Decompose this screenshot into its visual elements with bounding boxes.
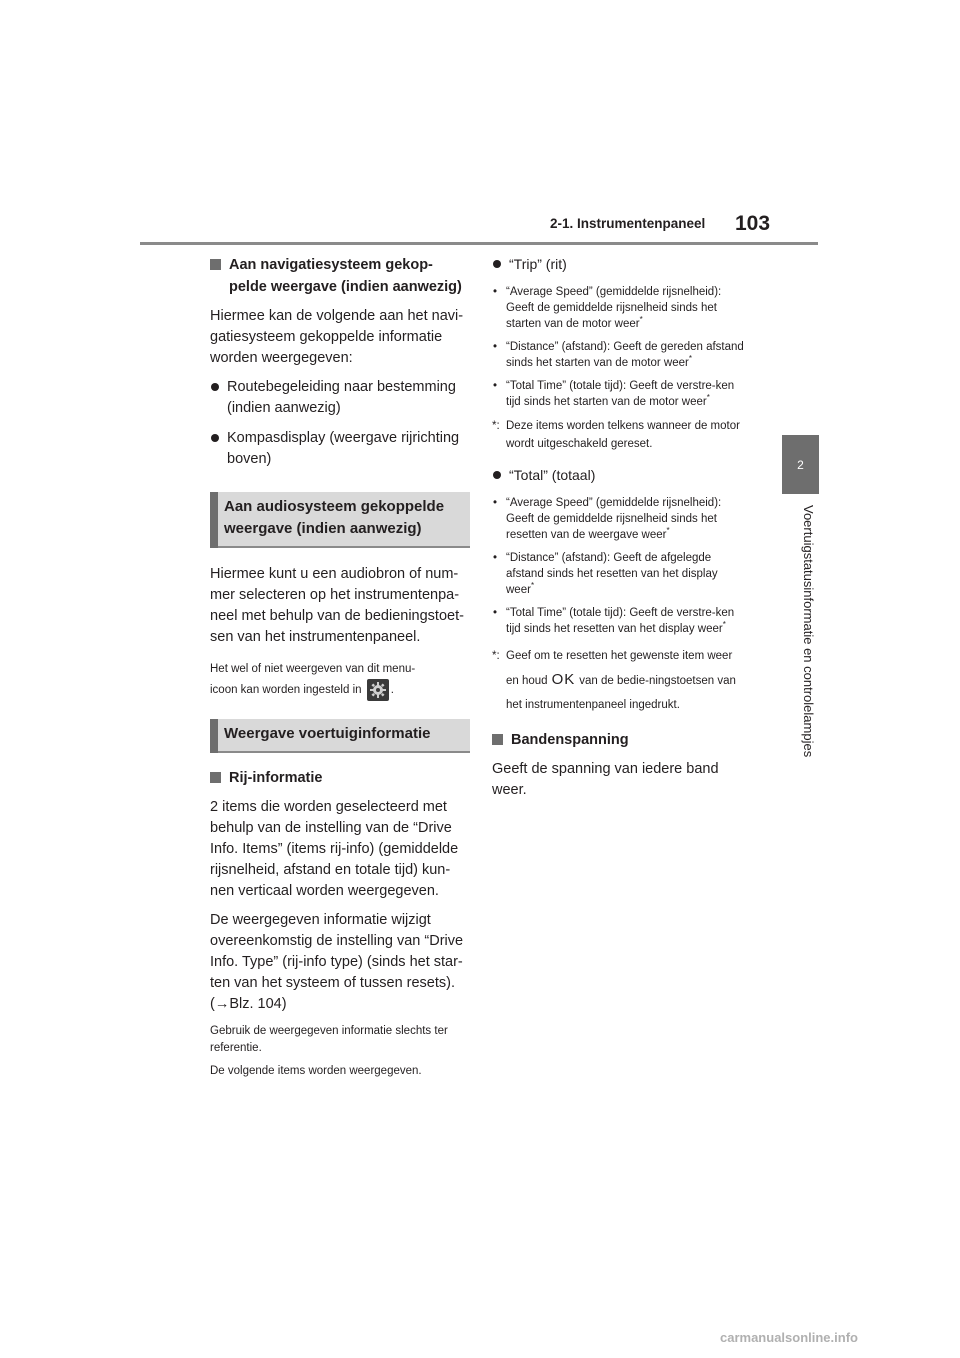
tire-pressure-body: Geeft de spanning van iedere band weer.	[492, 761, 719, 798]
gear-icon	[367, 679, 389, 701]
bullet-dot-icon	[493, 260, 501, 268]
chapter-tab	[782, 435, 819, 494]
left-column	[210, 254, 470, 1086]
list-item: • “Distance” (afstand): Geeft de gereden afstand sinds het starten van de motor weer*	[493, 341, 744, 369]
nav-heading: Aan navigatiesysteem gekop- pelde weergave (indien aanwezig)	[210, 254, 470, 298]
list-item: • “Total Time” (totale tijd): Geeft de verstre-ken tijd sinds het starten van de motor weer*	[493, 380, 735, 408]
bullet-dot-icon	[493, 471, 501, 479]
drive-note-2: De volgende items worden weergegeven.	[210, 1065, 422, 1077]
header-rule	[140, 242, 818, 245]
trip-footnote: *: Deze items worden telkens wanneer de motor wordt uitgeschakeld gereset.	[492, 420, 740, 450]
audio-section-heading: Aan audiosysteem gekoppelde weergave (indien aanwezig)	[210, 492, 470, 548]
page-number: 103	[735, 212, 771, 235]
list-item: • “Total Time” (totale tijd): Geeft de verstre-ken tijd sinds het resetten van het display weer*	[493, 607, 735, 635]
nav-body: Hiermee kan de volgende aan het navi-gatiesysteem gekoppelde informatie worden weergegeven:	[210, 308, 464, 366]
bullet-dot-icon	[211, 434, 219, 442]
tire-pressure-heading: Bandenspanning	[492, 729, 748, 751]
watermark: carmanualsonline.info	[720, 1330, 858, 1345]
drive-note-1: Gebruik de weergegeven informatie slechts ter referentie.	[210, 1025, 448, 1054]
list-item: • “Average Speed” (gemiddelde rijsnelheid): Geeft de gemiddelde rijsnelheid sinds het resetten van de weergave weer*	[493, 497, 722, 541]
square-bullet-icon	[210, 259, 221, 270]
square-bullet-icon	[492, 734, 503, 745]
list-item: • “Distance” (afstand): Geeft de afgelegde afstand sinds het resetten van het display weer*	[493, 552, 718, 596]
list-item: Routebegeleiding naar bestemming (indien aanwezig)	[210, 377, 470, 419]
ok-button-icon: OK	[551, 671, 576, 688]
audio-note: Het wel of niet weergeven van dit menu- icoon kan worden ingesteld in .	[210, 660, 470, 701]
drive-body-2: De weergegeven informatie wijzigt overeenkomstig de instelling van “Drive Info. Type” (rij-info type) (sinds het star-ten van het systeem of tussen resets). (→Blz. 104)	[210, 912, 464, 1012]
right-column	[492, 254, 748, 809]
vehicle-info-section-heading: Weergave voertuiginformatie	[210, 719, 470, 753]
audio-body: Hiermee kunt u een audiobron of num-mer selecteren op het instrumentenpa-neel met behulp van de bedieningstoet-sen van het instrumentenpaneel.	[210, 566, 464, 645]
trip-bullet: “Trip” (rit)	[492, 254, 748, 274]
total-bullet: “Total” (totaal)	[492, 465, 748, 485]
list-item: Kompasdisplay (weergave rijrichting boven)	[210, 428, 470, 470]
chapter-title: Voertuigstatusinformatie en controlelampjes	[801, 505, 816, 758]
total-footnote: *: Geef om te resetten het gewenste item weer en houd OK van de bedie-ningstoetsen van het instrumentenpaneel ingedrukt.	[492, 650, 736, 711]
drive-info-heading: Rij-informatie	[210, 767, 470, 789]
list-item: • “Average Speed” (gemiddelde rijsnelheid): Geeft de gemiddelde rijsnelheid sinds het starten van de motor weer*	[493, 286, 722, 330]
bullet-dot-icon	[211, 383, 219, 391]
header-section-title: 2-1. Instrumentenpaneel	[550, 216, 706, 231]
drive-body-1: 2 items die worden geselecteerd met behulp van de instelling van de “Drive Info. Items” (items rij-info) (gemiddelde rijsnelheid, afstand en totale tijd) kun-nen verticaal worden weergegeven.	[210, 799, 459, 899]
square-bullet-icon	[210, 772, 221, 783]
chapter-number: 2	[797, 457, 804, 472]
